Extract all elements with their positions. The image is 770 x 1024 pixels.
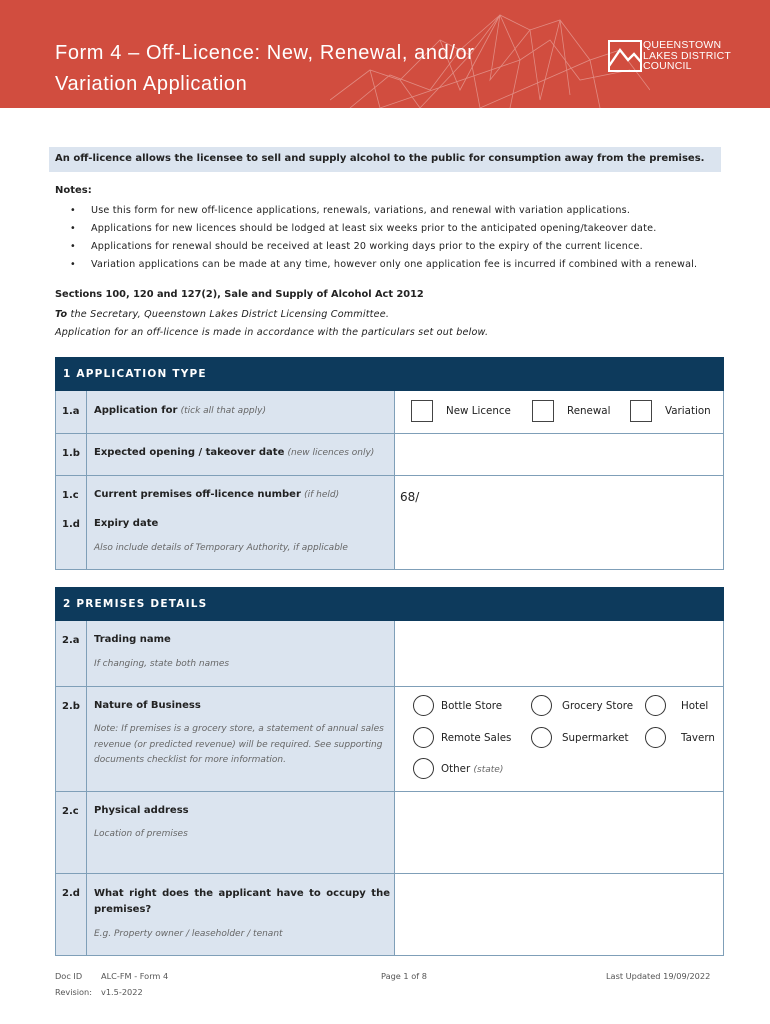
new-licence-checkbox[interactable] xyxy=(411,400,433,422)
opening-date-field[interactable] xyxy=(395,434,723,475)
occupancy-right-note: E.g. Property owner / leaseholder / tenant xyxy=(94,929,283,939)
occupancy-right-field[interactable] xyxy=(395,874,723,955)
row-1a xyxy=(55,391,724,434)
row-number: 1.a xyxy=(56,391,87,433)
row-label xyxy=(87,687,395,791)
last-updated: Last Updated 19/09/2022 xyxy=(606,971,711,981)
variation-checkbox[interactable] xyxy=(630,400,652,422)
section-2-header: 2 PREMISES DETAILS xyxy=(55,587,724,621)
row-number: 2.b xyxy=(56,687,87,791)
trading-name-field[interactable] xyxy=(395,621,723,686)
label-hint: (tick all that apply) xyxy=(180,406,266,416)
intro-banner: An off-licence allows the licensee to sell and supply alcohol to the public for consumption away from the premises. xyxy=(49,147,721,172)
physical-address-note: Location of premises xyxy=(94,829,188,839)
note-item: • Use this form for new off-licence applications, renewals, variations, and renewal with variation applications. xyxy=(70,202,697,220)
row-label xyxy=(87,874,395,955)
legislation-reference: Sections 100, 120 and 127(2), Sale and Supply of Alcohol Act 2012 xyxy=(55,289,424,300)
section-1-header: 1 APPLICATION TYPE xyxy=(55,357,724,391)
application-type-options xyxy=(395,391,723,433)
row-1c-1d xyxy=(55,476,724,570)
trading-name-label: Trading name xyxy=(94,634,171,645)
remote-sales-radio[interactable] xyxy=(413,727,434,748)
row-2c xyxy=(55,792,724,874)
grocery-store-label: Grocery Store xyxy=(562,700,634,712)
note-item: • Applications for new licences should be lodged at least six weeks prior to the anticipated opening/takeover date. xyxy=(70,220,697,238)
form-title xyxy=(55,38,474,100)
variation-label: Variation xyxy=(665,405,711,417)
licence-number-label xyxy=(94,489,339,500)
licence-number-field[interactable] xyxy=(395,476,723,569)
addressee-to: To xyxy=(55,309,68,320)
doc-id-value: ALC-FM - Form 4 xyxy=(101,971,169,981)
grocery-store-radio[interactable] xyxy=(531,695,552,716)
logo-line1: QUEENSTOWN xyxy=(643,39,722,51)
occupancy-label-line2: premises? xyxy=(94,904,152,915)
row-label xyxy=(87,434,395,475)
revision-value: v1.5-2022 xyxy=(101,986,143,997)
business-nature-options xyxy=(395,687,723,791)
form-title-line2: Variation Application xyxy=(55,73,248,95)
row-number: 1.b xyxy=(56,434,87,475)
row-number: 2.a xyxy=(56,621,87,686)
row-2b xyxy=(55,687,724,792)
application-statement: Application for an off-licence is made in accordance with the particulars set out below. xyxy=(55,327,489,338)
revision-label: Revision: xyxy=(55,986,92,997)
bottle-store-radio[interactable] xyxy=(413,695,434,716)
note-item: • Variation applications can be made at any time, however only one application fee is incurred if combined with a renewal. xyxy=(70,256,697,274)
label-text: Current premises off-licence number xyxy=(94,489,301,500)
hotel-label: Hotel xyxy=(681,700,709,712)
renewal-label: Renewal xyxy=(567,405,611,417)
revision-line xyxy=(55,985,168,1001)
hotel-radio[interactable] xyxy=(645,695,666,716)
supermarket-label: Supermarket xyxy=(562,732,629,744)
logo-text xyxy=(643,40,731,72)
label-hint: (new licences only) xyxy=(287,448,375,458)
row-labels xyxy=(87,476,395,569)
tavern-label: Tavern xyxy=(681,732,715,744)
mountain-logo-icon xyxy=(608,40,642,72)
row-label xyxy=(87,391,395,433)
trading-name-note: If changing, state both names xyxy=(94,659,230,669)
renewal-checkbox[interactable] xyxy=(532,400,554,422)
business-nature-note: Note: If premises is a grocery store, a statement of annual sales revenue (or predicted revenue) will be required. See supporting documents checklist for more information. xyxy=(94,724,384,765)
row-2a xyxy=(55,621,724,687)
row-number: 2.c xyxy=(56,792,87,873)
supermarket-radio[interactable] xyxy=(531,727,552,748)
logo-line2: LAKES DISTRICT xyxy=(643,49,731,62)
expiry-date-label: Expiry date xyxy=(94,518,159,529)
label-hint: (if held) xyxy=(304,490,340,500)
notes-title: Notes: xyxy=(55,185,92,196)
page-header xyxy=(0,0,770,108)
row-1b xyxy=(55,434,724,476)
notes-list xyxy=(70,202,697,274)
other-text: Other xyxy=(441,763,471,775)
tavern-radio[interactable] xyxy=(645,727,666,748)
form-title-line1: Form 4 – Off-Licence: New, Renewal, and/or xyxy=(55,42,475,64)
row-number-1d: 1.d xyxy=(62,519,80,530)
page-number: Page 1 of 8 xyxy=(381,971,427,981)
business-nature-label: Nature of Business xyxy=(94,700,201,711)
addressee-text: the Secretary, Queenstown Lakes District Licensing Committee. xyxy=(67,309,390,320)
row-label xyxy=(87,792,395,873)
bottle-store-label: Bottle Store xyxy=(441,700,503,712)
expiry-date-note: Also include details of Temporary Authority, if applicable xyxy=(94,543,348,553)
row-numbers xyxy=(56,476,87,569)
other-label xyxy=(441,763,503,775)
doc-id-label: Doc ID xyxy=(55,971,83,981)
note-item: • Applications for renewal should be received at least 20 working days prior to the expiry of the current licence. xyxy=(70,238,697,256)
physical-address-label: Physical address xyxy=(94,805,189,816)
label-text: Expected opening / takeover date xyxy=(94,447,285,458)
addressee-line xyxy=(55,309,389,320)
new-licence-label: New Licence xyxy=(446,405,511,417)
licence-number-value: 68/ xyxy=(400,490,420,504)
label-text: Application for xyxy=(94,405,178,416)
council-logo xyxy=(608,40,748,74)
physical-address-field[interactable] xyxy=(395,792,723,873)
row-number: 2.d xyxy=(56,874,87,955)
row-2d xyxy=(55,874,724,956)
row-label xyxy=(87,621,395,686)
row-number-1c: 1.c xyxy=(62,490,79,501)
logo-line3: COUNCIL xyxy=(643,60,692,72)
occupancy-label-line1: What right does the applicant have to occupy the xyxy=(94,888,390,899)
other-radio[interactable] xyxy=(413,758,434,779)
footer-doc-info xyxy=(55,969,168,1000)
remote-sales-label: Remote Sales xyxy=(441,732,512,744)
occupancy-right-label xyxy=(94,886,390,918)
doc-id-line xyxy=(55,969,168,985)
other-hint: (state) xyxy=(473,765,504,775)
